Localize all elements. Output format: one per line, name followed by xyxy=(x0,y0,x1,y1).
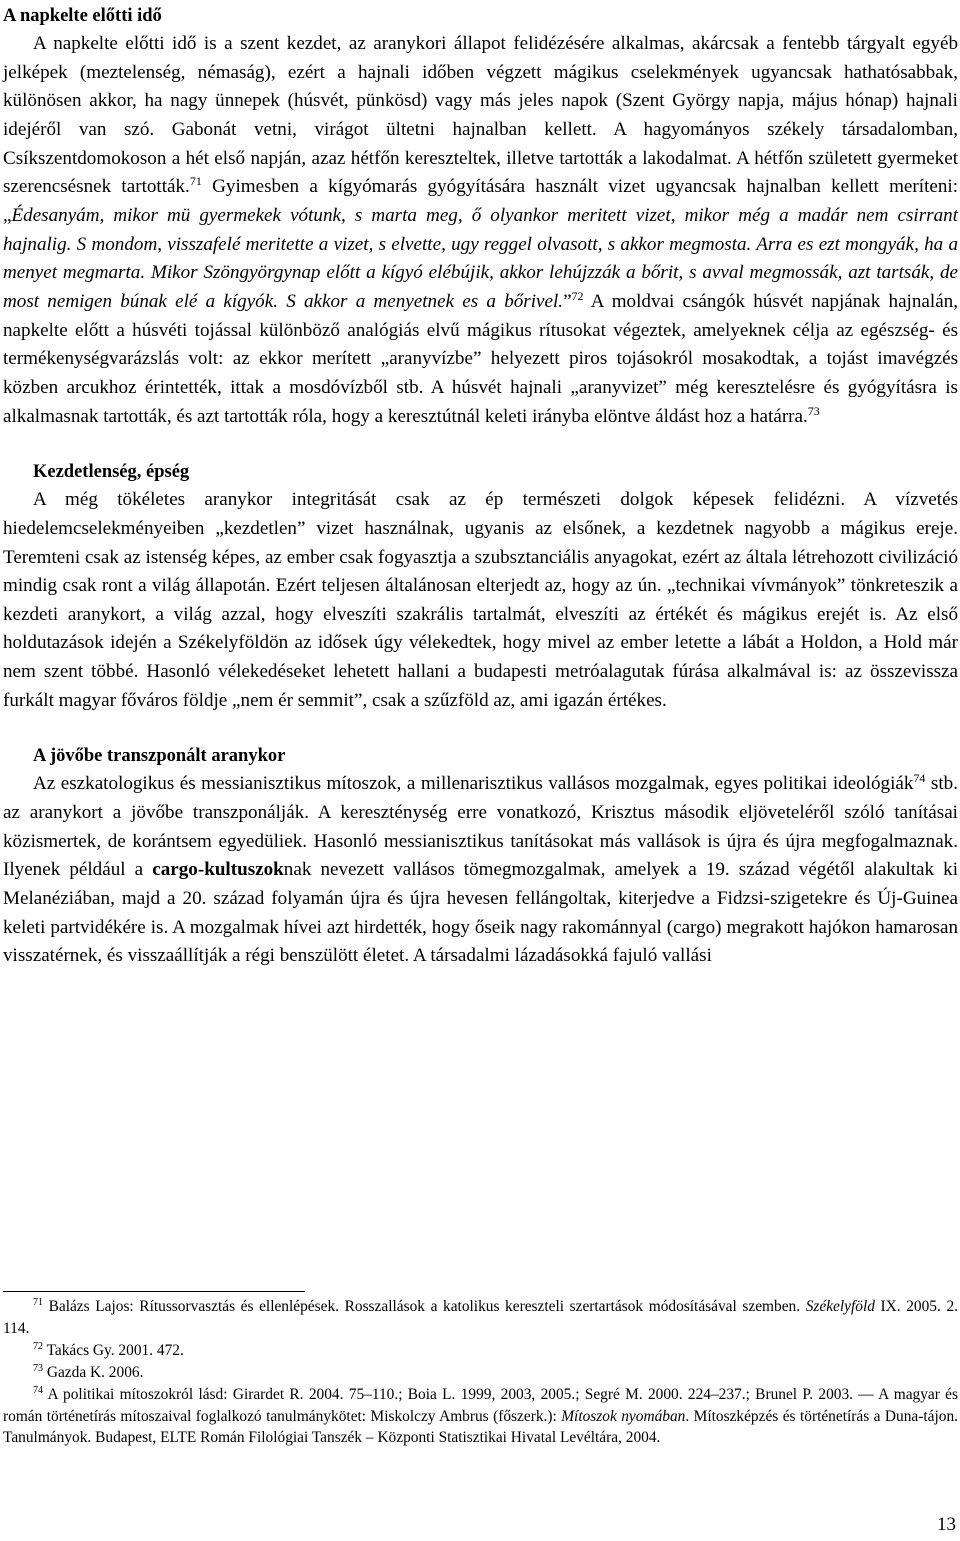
quote-text: Édesanyám, mikor mü gyermekek vótunk, s marta meg, ő olyankor meritett vizet, mikor még a madár nem csirrant hajnalig. S mondom, visszafelé meritette a vizet, s elvette, ugy reggel olvasott, s akkor megmosta. Arra es ezt mongyák, ha a menyet megmarta. Mikor Szöngyörgynap előtt a kígyó elébújik, akkor lehújzzák a bőrit, s avval megmossák, azt tartsák, de most nemigen búnak elé a kígyók. S akkor a menyetnek es a bőrivel. xyxy=(3,204,958,312)
footnote-74 xyxy=(3,1384,958,1450)
paragraph-jovobe xyxy=(3,770,958,971)
footnote-ref-71[interactable]: 71 xyxy=(189,174,202,189)
footnote-ref-74[interactable]: 74 xyxy=(913,771,926,786)
footnote-73 xyxy=(3,1362,958,1384)
paragraph-text: A napkelte előtti idő is a szent kezdet, az aranykori állapot felidézésére alkalmas, akárcsak a fentebb tárgyalt egyéb jelképek (meztelenség, némaság), ezért a hajnali időben végzett mágikus cselekmények ugyancsak hathatósabbak, különösen akkor, ha nagy ünnepek (húsvét, pünkösd) vagy más jeles napok (Szent György napja, május hónap) hajnali idejéről van szó. Gabonát vetni, virágot ültetni hajnalban kellett. A hagyományos székely társadalomban, Csíkszentdomokoson a hét első napján, azaz hétfőn kereszteltek, illetve tartották a lakodalmat. A hétfőn született gyermeket szerencsésnek tartották. xyxy=(3,33,958,198)
footnote-text: A politikai mítoszokról lásd: Girardet R. 2004. 75–110.; Boia L. 1999, 2003, 2005.; Segré M. 2000. 224–237.; Brunel P. 2003. — A magyar és román történetírás mítoszaival foglalkozó tanulmánykötet: Miskolczy Ambrus (főszerk.): xyxy=(3,1385,958,1425)
footnote-number: 72 xyxy=(33,1340,43,1352)
footnote-italic: Székelyföld xyxy=(805,1298,875,1315)
footnote-71 xyxy=(3,1296,958,1340)
footnote-italic: Mítoszok nyomában xyxy=(561,1407,686,1425)
footnote-text: Takács Gy. 2001. 472. xyxy=(43,1341,184,1359)
section-gap xyxy=(3,715,958,742)
footnote-text: IX. 2005. 2. 114. xyxy=(3,1298,958,1337)
footnote-number: 71 xyxy=(33,1297,43,1308)
footnote-ref-72[interactable]: 72 xyxy=(571,288,584,303)
paragraph-text: nak nevezett vallásos tömegmozgalmak, amelyek a 19. század végétől alakultak ki Melanéziában, majd a 20. század folyamán újra és újra hevesen fellángoltak, kiterjedve a Fidzsi-szigetekre és Új-Guinea keleti partvidékére is. A mozgalmak hívei azt hirdették, hogy őseik nagy rakománnyal (cargo) megrakott hajókon hamarosan visszatérnek, és visszaállítják a régi benszülött életet. A társadalmi lázadásokká fajuló vallási xyxy=(3,859,959,967)
quote-close: ” xyxy=(563,290,572,312)
paragraph-text: A még tökéletes aranykor integritását csak az ép természeti dolgok képesek felidézni. A vízvetés hiedelemcselekményeiben „kezdetlen” vizet használnak, ugyanis az elsőnek, a kezdetnek nagyobb a mágikus ereje. Teremteni csak az istenség képes, az ember csak fogyasztja a szubsztanciális anyagokat, ezért az általa létrehozott civilizáció mindig csak ront a világ állapotán. Ezért teljesen általánosan elterjedt az, hogy az ún. „technikai vívmányok” tönkreteszik a kezdeti aranykort, a világ azzal, hogy elveszíti szakrális tartalmát, elveszíti az értékét és mágikus erejét is. Az első holdutazások idején a Székelyföldön az idősek úgy vélekedtek, hogy mivel az ember letette a lábát a Holdon, a Hold már nem szent többé. Hasonló vélekedéseket lehetett hallani a budapesti metróalagutak fúrása alkalmával is: az összevissza furkált magyar főváros földje „nem ér semmit”, csak a szűzföld az, ami igazán értékes. xyxy=(3,489,958,711)
section-gap xyxy=(3,431,958,458)
footnote-number: 73 xyxy=(33,1362,43,1374)
paragraph-kezdetlenseg xyxy=(3,486,958,715)
footnote-ref-73[interactable]: 73 xyxy=(807,403,820,418)
footnote-text: Gazda K. 2006. xyxy=(43,1363,144,1381)
paragraph-text: Az eszkatologikus és messianisztikus mítoszok, a millenarisztikus vallásos mozgalmak, egyes politikai ideológiák xyxy=(33,773,914,795)
paragraph-text: Gyimesben a kígyómarás gyógyítására használt vizet ugyancsak hajnalban kellett meríteni: „ xyxy=(3,176,959,226)
section-heading-jovobe: A jövőbe transzponált aranykor xyxy=(33,746,286,767)
footnote-text: . Mítoszképzés és történetírás a Duna-tájon. Tanulmányok. Budapest, ELTE Román Filológiai Tanszék – Központi Statisztikai Hivatal Levéltára, 2004. xyxy=(3,1407,958,1447)
footnotes xyxy=(3,1296,958,1449)
bold-term: cargo-kultuszok xyxy=(152,859,284,881)
paragraph-text: stb. az aranykort a jövőbe transzponálják. A kereszténység erre vonatkozó, Krisztus második eljöveteléről szóló tanításai közismertek, de korántsem egyedüliek. Hasonló messianisztikus tanításokat más vallások is újra és újra megfogalmaznak. Ilyenek például a xyxy=(3,773,958,881)
section-heading-kezdetlenseg: Kezdetlenség, épség xyxy=(33,462,190,483)
footnote-72 xyxy=(3,1340,958,1362)
footnote-number: 74 xyxy=(33,1384,43,1396)
footnote-divider xyxy=(3,1291,305,1292)
page-content xyxy=(3,2,958,971)
page-number: 13 xyxy=(937,1514,956,1535)
paragraph-napkelte xyxy=(3,30,958,431)
footnote-text: Balázs Lajos: Rítussorvasztás és ellenlépések. Rosszallások a katolikus kereszteli szertartások módosításával szemben. xyxy=(43,1298,806,1315)
section-heading-napkelte: A napkelte előtti idő xyxy=(3,6,162,26)
paragraph-text: A moldvai csángók húsvét napjának hajnalán, napkelte előtt a húsvéti tojással különböző analógiás elvű mágikus rítusokat végeztek, amelyeknek célja az egészség- és termékenységvarázslás volt: az ekkor merített „aranyvízbe” helyezett piros tojásokról mosakodtak, a tojást imavégzés közben arcukhoz érintették, ittak a mosdóvízből stb. A húsvét hajnali „aranyvizet” még keresztelésre és gyógyításra is alkalmasnak tartották, és azt tartották róla, hogy a keresztútnál keleti irányba elöntve áldást hoz a határra. xyxy=(3,290,958,427)
